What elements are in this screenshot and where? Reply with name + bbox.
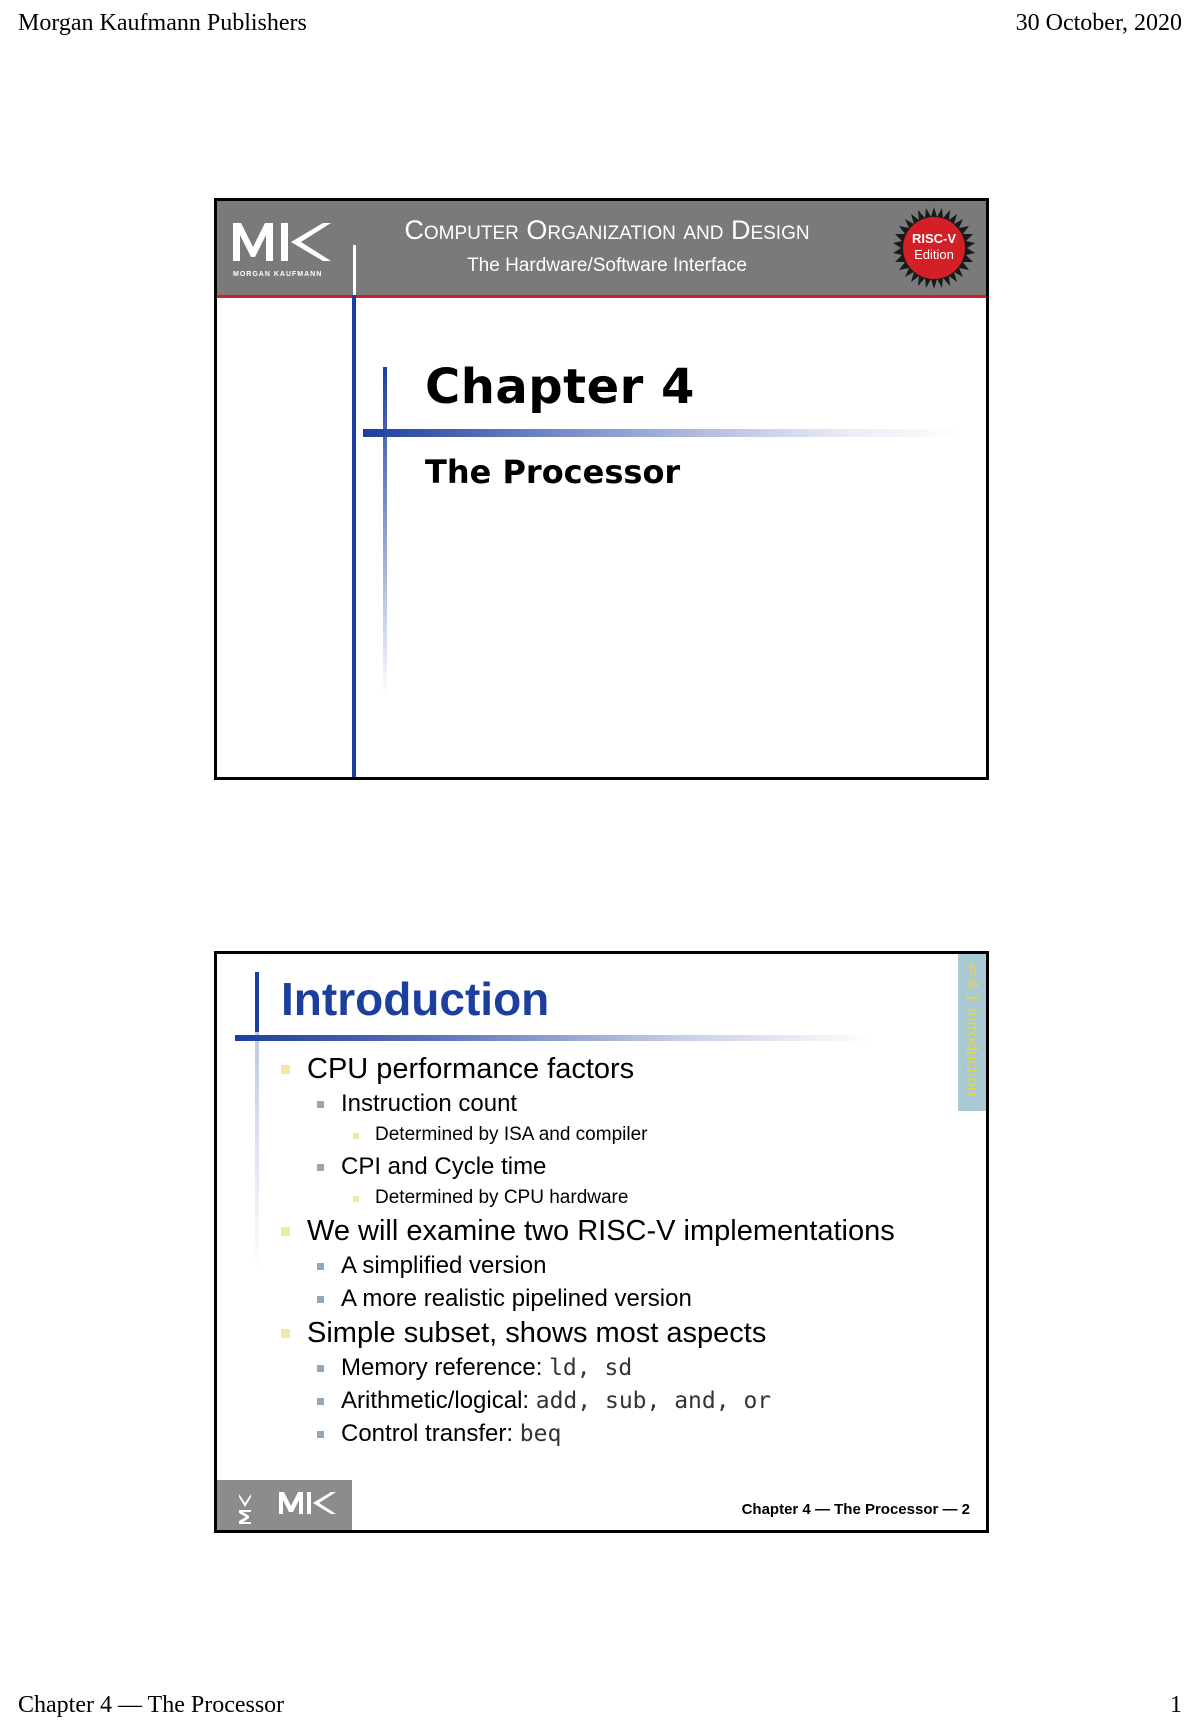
- bullet-item: [281, 1051, 961, 1087]
- bullet-item: [281, 1213, 961, 1249]
- sub-bullet-item: [281, 1351, 961, 1384]
- slide-heading: Introduction: [281, 973, 550, 1025]
- bullet-marker-icon: [281, 1329, 290, 1338]
- bullet-text: Instruction count: [341, 1090, 518, 1117]
- bullet-item: [281, 1315, 961, 1351]
- bullet-text: Control transfer:: [341, 1420, 514, 1447]
- sub-bullet-item: [281, 1249, 961, 1282]
- bullet-text: Memory reference:: [341, 1354, 543, 1381]
- banner-divider: [353, 245, 356, 295]
- page-header-publisher: Morgan Kaufmann Publishers: [18, 10, 307, 36]
- vertical-fade-bar: [255, 1032, 259, 1272]
- bullet-code: beq: [519, 1421, 562, 1447]
- bullet-code: add, sub, and, or: [535, 1388, 772, 1414]
- book-banner: [217, 201, 986, 298]
- vertical-accent-bar: [352, 295, 356, 780]
- bullet-marker-icon: [317, 1101, 324, 1108]
- vertical-fade-bar: [383, 367, 387, 697]
- bullet-list: [281, 1051, 961, 1450]
- book-subtitle: The Hardware/Software Interface: [467, 255, 747, 276]
- page-footer-chapter: Chapter 4 — The Processor: [18, 1692, 285, 1718]
- sub-bullet-item: [281, 1150, 961, 1183]
- sub-bullet-item: [281, 1417, 961, 1450]
- mk-logo: [231, 217, 341, 279]
- horizontal-accent-bar: [235, 1035, 875, 1041]
- edition-badge-text: [893, 231, 975, 263]
- bullet-text: A more realistic pipelined version: [341, 1285, 692, 1312]
- bullet-marker-icon: [353, 1133, 359, 1139]
- bullet-marker-icon: [353, 1196, 359, 1202]
- sub-sub-bullet-item: [281, 1183, 961, 1213]
- sub-bullet-item: [281, 1384, 961, 1417]
- bullet-text: We will examine two RISC-V implementations: [307, 1215, 895, 1247]
- badge-line2: Edition: [914, 247, 954, 262]
- section-tab-label: §4.1 Introduction: [963, 960, 982, 1097]
- bullet-marker-icon: [317, 1296, 324, 1303]
- horizontal-accent-bar: [363, 429, 963, 437]
- bullet-marker-icon: [317, 1398, 324, 1405]
- bullet-marker-icon: [317, 1263, 324, 1270]
- footer-logo-block: [217, 1480, 352, 1530]
- bullet-marker-icon: [317, 1431, 324, 1438]
- chapter-title: Chapter 4: [425, 359, 695, 415]
- slide-footer: Chapter 4 — The Processor — 2: [741, 1501, 970, 1518]
- bullet-text: A simplified version: [341, 1252, 547, 1279]
- bullet-text: Arithmetic/logical:: [341, 1387, 530, 1414]
- mk-logo-subtext: MORGAN KAUFMANN: [233, 271, 323, 278]
- badge-line1: RISC-V: [911, 231, 957, 246]
- bullet-text: CPI and Cycle time: [341, 1153, 547, 1180]
- chapter-subtitle: The Processor: [425, 453, 681, 491]
- book-title: Computer Organization and Design: [404, 215, 810, 245]
- sub-sub-bullet-item: [281, 1120, 961, 1150]
- bullet-marker-icon: [281, 1227, 290, 1236]
- vertical-accent-bar: [255, 972, 259, 1032]
- bullet-text: Simple subset, shows most aspects: [307, 1317, 767, 1349]
- sub-bullet-item: [281, 1087, 961, 1120]
- page-number: 1: [1170, 1692, 1182, 1718]
- bullet-marker-icon: [317, 1164, 324, 1171]
- page-header-date: 30 October, 2020: [1015, 10, 1182, 36]
- bullet-text: Determined by ISA and compiler: [375, 1124, 648, 1145]
- sub-bullet-item: [281, 1282, 961, 1315]
- bullet-code: ld, sd: [549, 1355, 633, 1381]
- bullet-marker-icon: [281, 1065, 290, 1074]
- mk-footer-logo-icon: [217, 1480, 352, 1530]
- bullet-text: CPU performance factors: [307, 1053, 635, 1085]
- bullet-text: Determined by CPU hardware: [375, 1187, 629, 1208]
- slide-title: [214, 198, 989, 780]
- slide-introduction: [214, 951, 989, 1533]
- bullet-marker-icon: [317, 1365, 324, 1372]
